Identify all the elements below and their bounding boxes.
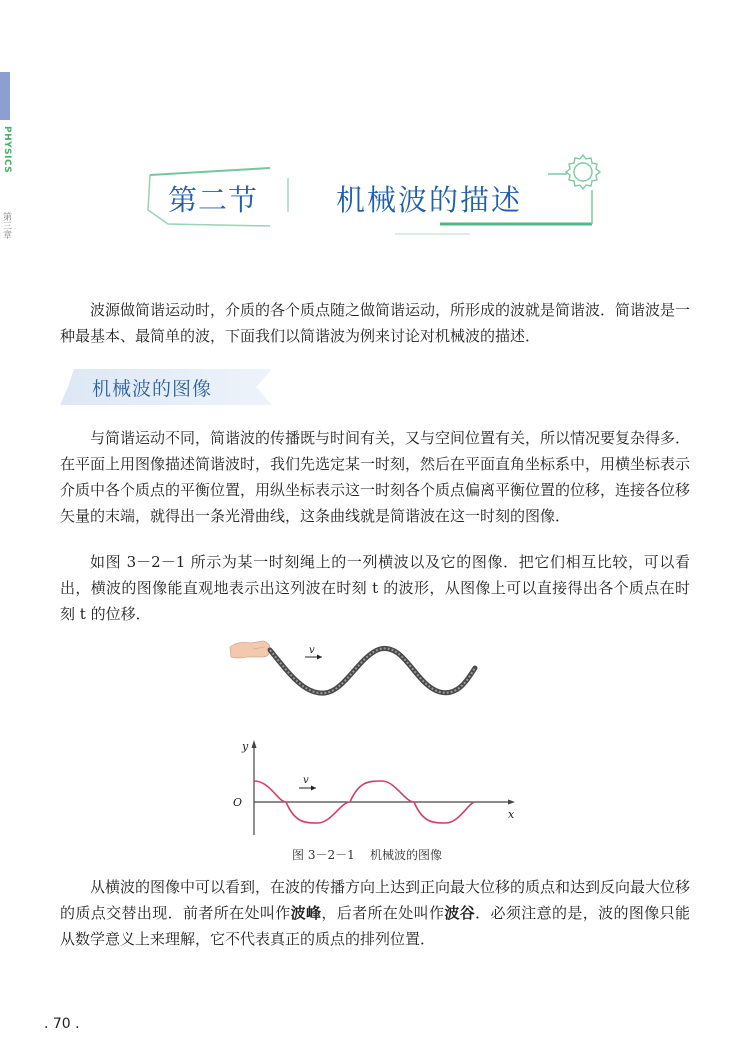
section-title: 机械波的描述 (336, 183, 523, 217)
graph-velocity-label: v (303, 775, 309, 786)
paragraph-1: 与简谐运动不同，简谐波的传播既与时间有关，又与空间位置有关，所以情况要复杂得多．在平面上用图像描述简谐波时，我们先选定某一时刻，然后在平面直角坐标系中，用横坐标表示介质中各个质点的平衡位置，用纵坐标表示这一时刻各个质点偏离平衡位置的位移，连接各位移矢量的末端，就得出一条光滑曲线，这条曲线就是简谐波在这一时刻的图像． (60, 429, 691, 525)
paragraph-3-text-1: 从横波的图像中可以看到，在波的传播方向上达到正向最大位移的质点和达到反向最大位移的质点交替出现．前者所在处叫作 (60, 878, 691, 922)
paragraph-3 (60, 874, 690, 952)
page-number: . 70 . (44, 1016, 80, 1032)
side-color-tab (0, 72, 10, 120)
figure-caption: 图 3－2－1 机械波的图像 (292, 848, 442, 862)
term-wave-trough: 波谷 (444, 904, 476, 922)
y-axis-label: y (242, 740, 249, 753)
origin-label: O (233, 796, 243, 809)
section-title-banner (140, 150, 610, 240)
rope-velocity-label: v (309, 645, 315, 656)
term-wave-crest: 波峰 (290, 904, 322, 922)
section-number: 第二节 (168, 183, 259, 217)
paragraph-3-text-2: ，后者所在处叫作 (321, 904, 445, 922)
hand-icon (230, 641, 270, 658)
side-chapter-number: 第三章 (1, 212, 11, 239)
subheading-title: 机械波的图像 (92, 378, 213, 400)
paragraph-2: 如图 3－2－1 所示为某一时刻绳上的一列横波以及它的图像．把它们相互比较，可以看出，横波的图像能直观地表示出这列波在时刻 t 的波形，从图像上可以直接得出各个质点在时刻 t 的位移． (60, 553, 690, 623)
x-axis-label: x (508, 808, 515, 821)
gear-icon (566, 155, 600, 189)
side-chapter-label (0, 212, 12, 245)
side-physics-label: PHYSICS (0, 126, 12, 186)
intro-paragraph: 波源做简谐运动时，介质的各个质点随之做简谐运动，所形成的波就是简谐波．简谐波是一种最基本、最简单的波，下面我们以简谐波为例来讨论对机械波的描述． (60, 301, 691, 345)
wave-illustration (225, 635, 525, 840)
paragraph-3-text-3: ．必须注意的是，波的图像只能从数学意义上来理解，它不代表真正的质点的排列位置． (60, 904, 690, 948)
subheading-banner (60, 369, 272, 405)
figure-wave (225, 635, 525, 840)
